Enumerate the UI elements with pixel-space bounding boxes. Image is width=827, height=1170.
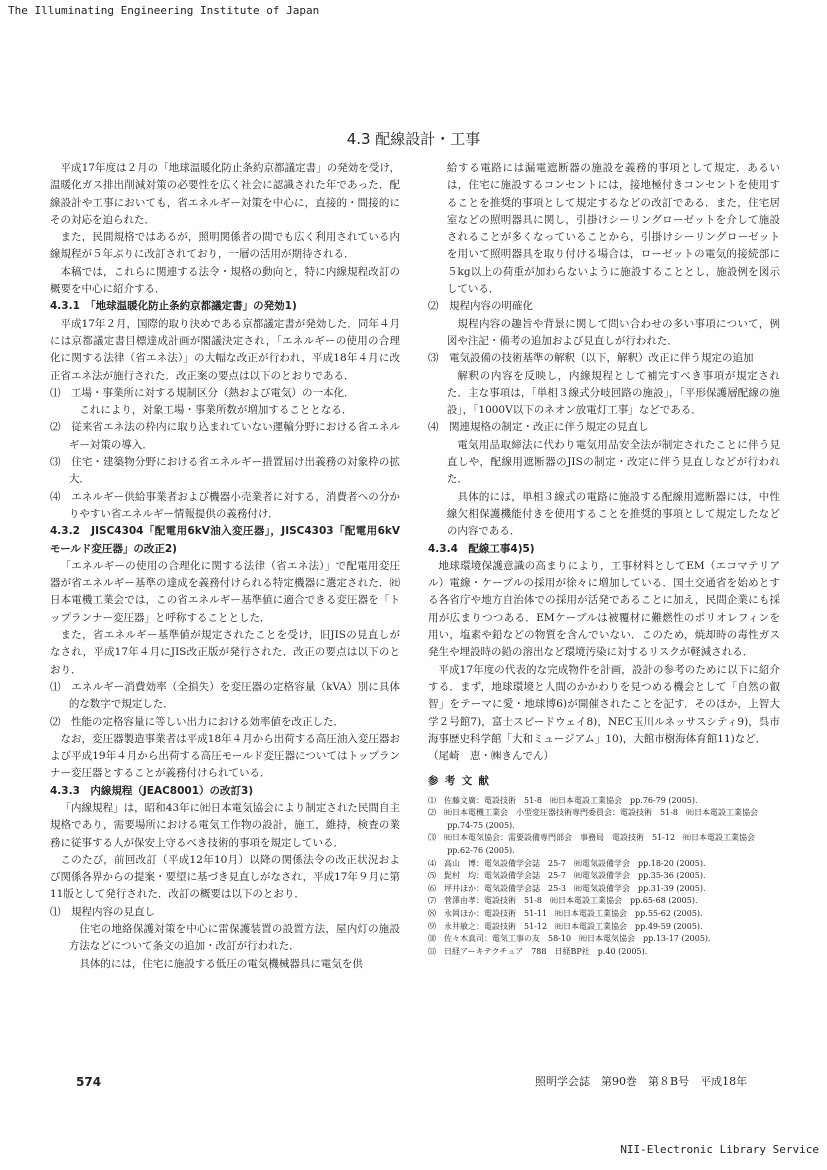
paragraph: 規程内容の趣旨や背景に関して問い合わせの多い事項について，例図や注記・備考の追加および見直しが行われた． (446, 317, 780, 347)
subsection-heading: 4.3.2 JISC4304「配電用6kV油入変圧器」，JISC4303「配電用6kVモールド変圧器」の改正2) (50, 525, 400, 555)
paragraph: これにより，対象工場・事業所数が増加することとなる． (79, 404, 353, 417)
subsection-heading: 4.3.1 「地球温暖化防止条約京都議定書」の発効1) (50, 300, 297, 313)
paragraph: このたび，前回改訂（平成12年10月）以降の関係法令の改正状況および関係各界からの提案・要望に基づき見直しがなされ，平成17年９月に第11版として発行された．改訂の概要は以下のとおり． (50, 853, 400, 901)
paragraph: また，民間規格ではあるが，照明関係者の間でも広く利用されている内線規程が５年ぶりに改訂されており，一層の活用が期待される． (50, 231, 400, 261)
reference-item: ⑷ 高山 博：電気設備学会誌 25-7 ㈳電気設備学会 pp.18-20 (2005). (428, 858, 706, 868)
page-number: 574 (76, 1075, 102, 1089)
right-column (428, 160, 780, 958)
paragraph: なお，変圧器製造事業者は平成18年４月から出荷する高圧油入変圧器および平成19年４月から出荷する高圧モールド変圧器についてはトップランナー変圧器とすることが義務付けられている． (50, 732, 400, 780)
paragraph: 「エネルギーの使用の合理化に関する法律（省エネ法）」で配電用変圧器が省エネルギー基準の達成を義務付けられる特定機器に選定された．㈳日本電機工業会では，この省エネルギー基準値に適合できる変圧器を「トップランナー変圧器」と呼称することとした． (50, 559, 400, 624)
paragraph: 給する電路には漏電遮断器の施設を義務的事項として規定．あるいは，住宅に施設するコンセントには，接地極付きコンセントを使用することを推奨的事項として規定するなどの改訂である．また，住宅居室などの照明器具に関し，引掛けシーリングローゼットを介して施設されることが多くなっていることから，引掛けシーリングローゼットを用いて照明器具を取り付ける場合は，ローゼットの電気的接続部に５kg以上の荷重が加わらないように施設することとし，施設例を図示している． (446, 162, 780, 296)
journal-info: 照明学会誌 第90巻 第８B号 平成18年 (535, 1075, 748, 1088)
paragraph: ⑷ 関連規格の制定・改正に伴う規定の見直し (428, 421, 649, 434)
paragraph: 平成17年度の代表的な完成物件を計画，設計の参考のために以下に紹介する．まず，地球環境と人間のかかわりを見つめる機会として「自然の叡智」をテーマに愛・地球博6)が開催されたことを記す．そのほか，上智大学２号館7)，富士スピードウェイ8)，NEC玉川ルネッサスシティ9)，呉市海事歴史科学館「大和ミュージアム」10)，大館市樹海体育館11)など． (428, 663, 780, 745)
paragraph: ⑴ 工場・事業所に対する規制区分（熱および電気）の一本化． (50, 386, 355, 399)
paragraph: 平成17年度は２月の「地球温暖化防止条約京都議定書」の発効を受け，温暖化ガス排出削減対策の必要性を広く社会に認識された年であった．配線設計や工事においても，省エネルギー対策を中心に，直接的・間接的にその対応を迫られた． (50, 162, 400, 226)
references-list (428, 795, 780, 959)
references-title: 参考文献 (428, 775, 496, 788)
site-header: The Illuminating Engineering Institute of Japan (8, 4, 320, 17)
reference-item: ⑾ 日経アーキテクチュア 788 日経BP社 p.40 (2005). (428, 946, 648, 956)
paragraph: 解釈の内容を反映し，内線規程として補完すべき事項が規定された．主な事項は，「単相３線式分岐回路の施設」，「平形保護層配線の施設」，「1000V以下のネオン放電灯工事」などである． (446, 369, 780, 417)
paragraph: ⑵ 性能の定格容量に等しい出力における効率値を改正した． (50, 715, 344, 728)
paragraph: 「内線規程」は，昭和43年に㈳日本電気協会により制定された民間自主規格であり，需要場所における電気工作物の設計，施工，維持，検査の業務に従事する人が保安上守るべき技術的事項を規定している． (50, 801, 400, 849)
paragraph: ⑶ 住宅・建築物分野における省エネルギー措置届け出義務の対象枠の拡大． (50, 456, 400, 486)
reference-item: ⑸ 髭村 均：電気設備学会誌 25-7 ㈳電気設備学会 pp.35-36 (2005). (428, 871, 706, 881)
paragraph: ⑴ 規程内容の見直し (50, 905, 155, 918)
reference-item: ⑽ 佐々木真司：電気工事の友 58-10 ㈳日本電気協会 pp.13-17 (2005). (428, 934, 711, 944)
reference-item: ⑴ 佐藤文廣：電設技術 51-8 ㈳日本電設工業協会 pp.76-79 (2005). (428, 795, 698, 805)
site-footer: NII-Electronic Library Service (620, 1143, 819, 1156)
left-column (50, 160, 400, 973)
reference-item: ⑼ 永井敏之：電設技術 51-12 ㈳日本電設工業協会 pp.49-59 (2005). (428, 921, 703, 931)
subsection-heading: 4.3.3 内線規程（JEAC8001）の改訂3) (50, 784, 254, 797)
paragraph: 平成17年２月，国際的取り決めである京都議定書が発効した．同年４月には京都議定書目標達成計画が閣議決定され，「エネルギーの使用の合理化に関する法律（省エネ法）」の大幅な改正が行われ，平成18年４月に改正省エネ法が施行された．改正案の要点は以下のとおりである． (50, 317, 400, 382)
author-credit: （尾崎 恵・㈱きんでん） (428, 750, 554, 763)
paragraph: 地球環境保護意識の高まりにより，工事材料としてEM（エコマテリアル）電線・ケーブルの採用が徐々に増加している．国土交通省を始めとする各省庁や地方自治体での採用が活発であることに加え，民間企業にも採用が広まりつつある．EMケーブルは被覆材に難燃性のポリオレフィンを用い，塩素や鉛などの物質を含んでいない．このため，焼却時の毒性ガス発生や埋設時の鉛の溶出など環境汚染に対するリスクが軽減される． (428, 559, 780, 659)
reference-item: ⑻ 永岡ほか：電設技術 51-11 ㈳日本電設工業協会 pp.55-62 (2005). (428, 909, 703, 919)
right-body (428, 160, 780, 765)
paragraph: ⑴ エネルギー消費効率（全損失）を変圧器の定格容量（kVA）別に具体的な数字で規定した． (50, 680, 400, 711)
reference-item: ⑶ ㈳日本電気協会：需要設備専門部会 事務局 電設技術 51-12 ㈳日本電設工業協会 pp.62-76 (2005). (428, 833, 764, 856)
paragraph: 住宅の地絡保護対策を中心に雷保護装置の設置方法，屋内灯の施設方法などについて条文の追加・改訂が行われた． (68, 923, 400, 953)
reference-item: ⑺ 菅澤由孝：電設技術 51-8 ㈳日本電設工業協会 pp.65-68 (2005). (428, 896, 698, 906)
paragraph: また，省エネルギー基準値が規定されたことを受け，旧JISの見直しがなされ，平成17年４月にJIS改正版が発行された．改正の要点は以下のとおり． (50, 629, 400, 676)
subsection-heading: 4.3.4 配線工事4)5) (428, 542, 535, 555)
reference-item: ⑹ 坪井ほか：電気設備学会誌 25-3 ㈳電気設備学会 pp.31-39 (2005). (428, 883, 706, 893)
paragraph: ⑵ 従来省エネ法の枠内に取り込まれていない運輸分野における省エネルギー対策の導入． (50, 421, 400, 451)
paragraph: 本稿では，これらに関連する法令・規格の動向と，特に内線規程改訂の概要を中心に紹介する． (50, 265, 400, 296)
paragraph: 具体的には，単相３線式の電路に施設する配線用遮断器には，中性線欠相保護機能付きを使用することを推奨的事項として規定したなどの内容である． (446, 490, 780, 538)
paragraph: 具体的には，住宅に施設する低圧の電気機械器具に電気を供 (79, 957, 363, 970)
section-title: 4.3 配線設計・工事 (346, 130, 481, 148)
paragraph: ⑷ エネルギー供給事業者および機器小売業者に対する，消費者への分かりやすい省エネルギー情報提供の義務付け． (50, 490, 400, 520)
paragraph: 電気用品取締法に代わり電気用品安全法が制定されたことに伴う見直しや，配線用遮断器のJISの制定・改定に伴う見直しなどが行われた． (446, 438, 780, 486)
reference-item: ⑵ ㈳日本電機工業会 小型変圧器技術専門委員会：電設技術 51-8 ㈳日本電設工業協会 pp.74-75 (2005). (428, 808, 766, 830)
paragraph: ⑵ 規程内容の明確化 (428, 300, 533, 313)
paragraph: ⑶ 電気設備の技術基準の解釈（以下，解釈）改正に伴う規定の追加 (428, 352, 754, 365)
